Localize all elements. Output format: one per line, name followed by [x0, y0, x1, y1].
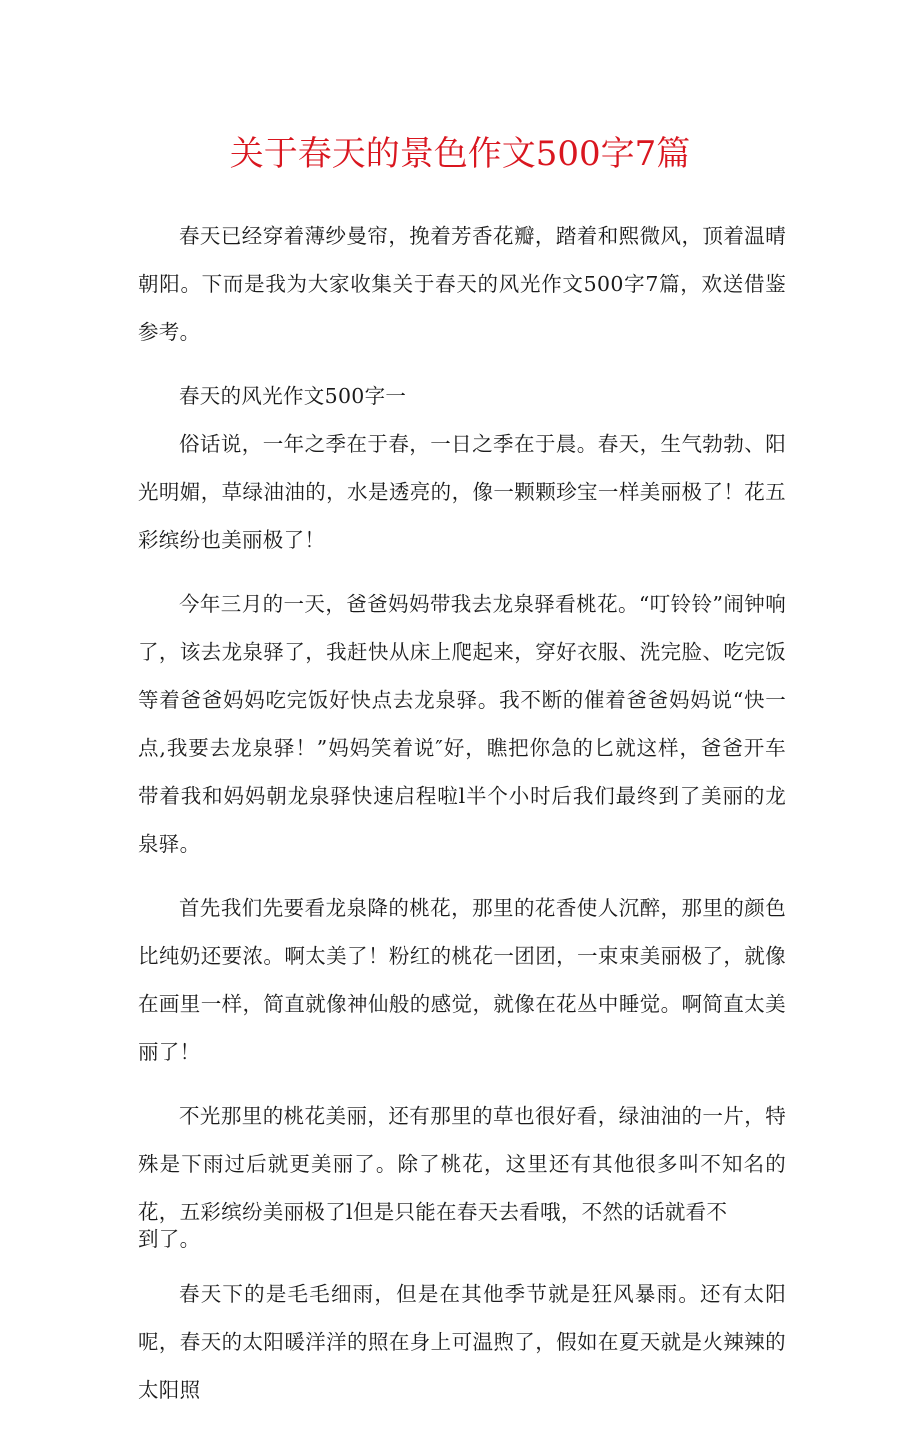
body-paragraph: 首先我们先要看龙泉降的桃花，那里的花香使人沉醉，那里的颜色比纯奶还要浓。啊太美了！粉红的桃花一团团，一束束美丽极了，就像在画里一样，简直就像神仙般的感觉，就像在花丛中睡觉。啊简直太美丽了！ — [138, 896, 786, 1064]
body-paragraph: 不光那里的桃花美丽，还有那里的草也很好看，绿油油的一片，特殊是下雨过后就更美丽了。除了桃花，这里还有其他很多叫不知名的花，五彩缤纷美丽极了l但是只能在春天去看哦，不然的话就看不 — [138, 1104, 786, 1224]
body-paragraph-continuation: 到了。 — [138, 1227, 201, 1251]
intro-paragraph: 春天已经穿着薄纱曼帘，挽着芳香花瓣，踏着和熙微风，顶着温晴朝阳。下而是我为大家收集关于春天的风光作文500字7篇，欢送借鉴参考。 — [138, 224, 786, 344]
document-title: 关于春天的景色作文500字7篇 — [229, 134, 691, 174]
body-paragraph: 俗话说，一年之季在于春，一日之季在于晨。春天，生气勃勃、阳光明媚，草绿油油的，水是透亮的，像一颗颗珍宝一样美丽极了！花五彩缤纷也美丽极了！ — [138, 432, 786, 552]
body-paragraph: 春天下的是毛毛细雨，但是在其他季节就是狂风暴雨。还有太阳呢，春天的太阳暖洋洋的照在身上可温煦了，假如在夏天就是火辣辣的太阳照 — [138, 1282, 786, 1402]
document-body — [138, 212, 786, 1430]
body-paragraph: 今年三月的一天，爸爸妈妈带我去龙泉驿看桃花。“叮铃铃”闹钟响了，该去龙泉驿了，我赶快从床上爬起来，穿好衣服、洗完脸、吃完饭等着爸爸妈妈吃完饭好快点去龙泉驿。我不断的催着爸爸妈妈说“快一点,我要去龙泉驿！”妈妈笑着说″好，瞧把你急的匕就这样，爸爸开车带着我和妈妈朝龙泉驿快速启程啦l半个小时后我们最终到了美丽的龙泉驿。 — [138, 592, 786, 856]
section-subheading: 春天的风光作文500字一 — [179, 384, 407, 408]
